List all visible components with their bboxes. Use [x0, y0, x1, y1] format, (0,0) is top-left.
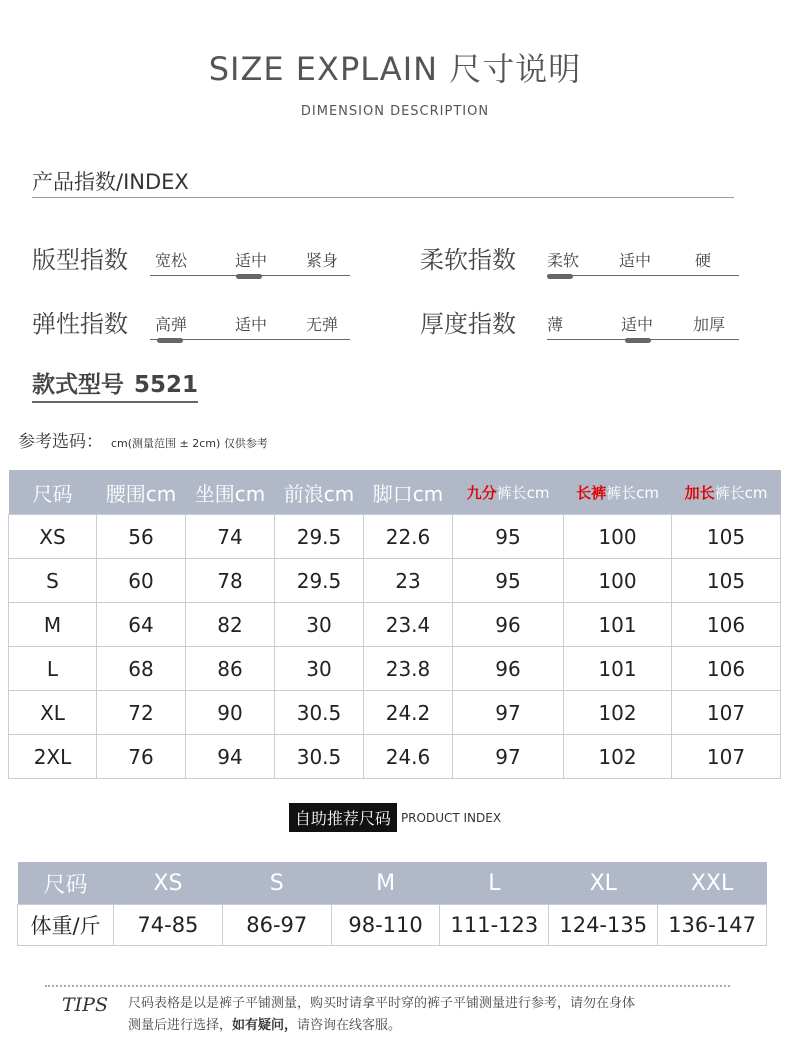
index-option: 无弹 [306, 315, 339, 334]
table-cell: 30.5 [275, 735, 364, 779]
table-cell: L [9, 647, 97, 691]
header-highlight: 长裤 [576, 483, 607, 502]
table-cell: 106 [672, 603, 781, 647]
table-row [9, 515, 781, 559]
table-cell: 107 [672, 691, 781, 735]
table-cell: S [9, 559, 97, 603]
model-number [32, 366, 198, 403]
index-selected-marker [547, 274, 573, 279]
header-text: 裤长cm [496, 483, 550, 502]
index-section-heading: 产品指数/INDEX [32, 170, 189, 194]
tips-divider [45, 985, 730, 987]
table-cell: 101 [564, 647, 672, 691]
table-cell: 82 [186, 603, 275, 647]
table-cell: 24.6 [364, 735, 453, 779]
table-cell: 24.2 [364, 691, 453, 735]
header-highlight: 加长 [684, 483, 715, 502]
table-cell: 74 [186, 515, 275, 559]
tips-line [128, 1015, 728, 1037]
table-cell: 23 [364, 559, 453, 603]
header-cell: XL [549, 862, 658, 905]
tips-text-bold: 如有疑问， [232, 1018, 298, 1033]
index-scale-line [547, 275, 739, 276]
index-label: 版型指数 [32, 246, 128, 274]
table-cell: 30.5 [275, 691, 364, 735]
table-cell: 29.5 [275, 559, 364, 603]
reference-remark: cm(测量范围 ± 2cm) 仅供参考 [111, 437, 268, 450]
section-divider [32, 197, 734, 198]
header-cell [453, 470, 564, 515]
header-cell: L [440, 862, 549, 905]
table-cell: 124-135 [549, 905, 658, 946]
header-cell: 前浪cm [275, 470, 364, 515]
index-scale [150, 248, 350, 276]
index-option: 紧身 [306, 251, 339, 270]
header-cell: 坐围cm [186, 470, 275, 515]
index-fit [32, 240, 362, 280]
table-cell: 68 [97, 647, 186, 691]
page-title: SIZE EXPLAIN 尺寸说明 [208, 50, 582, 88]
table-cell: M [9, 603, 97, 647]
weight-table-row [18, 905, 767, 946]
table-cell: 56 [97, 515, 186, 559]
index-elasticity [32, 304, 362, 344]
table-cell: 97 [453, 735, 564, 779]
index-option: 宽松 [155, 251, 188, 270]
table-cell: 102 [564, 735, 672, 779]
table-cell: 136-147 [658, 905, 767, 946]
table-cell: 96 [453, 603, 564, 647]
table-cell: 86 [186, 647, 275, 691]
product-index-label: PRODUCT INDEX [400, 810, 502, 825]
table-cell: 2XL [9, 735, 97, 779]
header-cell: XXL [658, 862, 767, 905]
recommend-size-badge: 自助推荐尺码 [289, 803, 397, 832]
index-label: 弹性指数 [32, 310, 128, 338]
index-option: 适中 [621, 315, 654, 334]
tips-text-part: 测量后进行选择， [128, 1018, 233, 1033]
table-cell: 101 [564, 603, 672, 647]
weight-table [17, 862, 767, 946]
table-cell: XS [9, 515, 97, 559]
page-subtitle: DIMENSION DESCRIPTION [300, 104, 490, 119]
table-cell: 105 [672, 559, 781, 603]
index-scale [547, 312, 739, 340]
table-cell: 90 [186, 691, 275, 735]
header-cell: XS [114, 862, 223, 905]
table-cell: 95 [453, 559, 564, 603]
table-row [9, 691, 781, 735]
reference-label: 参考选码： [18, 432, 103, 452]
product-index-heading [0, 803, 790, 832]
header-cell: 尺码 [9, 470, 97, 515]
index-option: 加厚 [693, 315, 726, 334]
table-row [9, 559, 781, 603]
table-cell: 64 [97, 603, 186, 647]
reference-note [18, 427, 268, 452]
size-table-body [9, 515, 781, 779]
index-option: 柔软 [547, 251, 580, 270]
index-label: 柔软指数 [420, 246, 516, 274]
table-cell: 97 [453, 691, 564, 735]
table-cell: 95 [453, 515, 564, 559]
header-cell: 腰围cm [97, 470, 186, 515]
header-cell: 脚口cm [364, 470, 453, 515]
table-cell: 96 [453, 647, 564, 691]
index-thickness [420, 304, 750, 344]
table-row [9, 735, 781, 779]
index-option: 适中 [235, 251, 268, 270]
header-cell: M [331, 862, 440, 905]
table-cell: 86-97 [222, 905, 331, 946]
index-option: 适中 [235, 315, 268, 334]
index-option: 薄 [547, 315, 564, 334]
tips-label: TIPS [62, 994, 108, 1016]
table-cell: 78 [186, 559, 275, 603]
index-selected-marker [157, 338, 183, 343]
table-cell: 23.8 [364, 647, 453, 691]
table-cell: 60 [97, 559, 186, 603]
table-cell: 22.6 [364, 515, 453, 559]
index-label: 厚度指数 [420, 310, 516, 338]
header-cell [564, 470, 672, 515]
table-cell: 102 [564, 691, 672, 735]
table-cell: 111-123 [440, 905, 549, 946]
table-cell: 106 [672, 647, 781, 691]
table-cell: 100 [564, 515, 672, 559]
table-cell: 29.5 [275, 515, 364, 559]
header-cell: S [222, 862, 331, 905]
table-cell: 100 [564, 559, 672, 603]
model-value: 5521 [134, 372, 199, 398]
table-cell: 107 [672, 735, 781, 779]
index-scale [547, 248, 739, 276]
weight-table-header-row [18, 862, 767, 905]
table-cell: 30 [275, 647, 364, 691]
table-cell: 72 [97, 691, 186, 735]
tips-line: 尺码表格是以是裤子平铺测量，购买时请拿平时穿的裤子平铺测量进行参考，请勿在身体 [128, 996, 636, 1011]
size-table-header-row [9, 470, 781, 515]
table-cell: 30 [275, 603, 364, 647]
header-cell: 尺码 [18, 862, 114, 905]
index-scale [150, 312, 350, 340]
index-option: 硬 [695, 251, 712, 270]
table-cell: 76 [97, 735, 186, 779]
header-text: 裤长cm [606, 483, 659, 502]
table-cell: 74-85 [114, 905, 223, 946]
index-option: 高弹 [155, 315, 188, 334]
header-cell [672, 470, 781, 515]
table-cell: 体重/斤 [18, 905, 114, 946]
table-cell: 94 [186, 735, 275, 779]
header-text: 裤长cm [714, 483, 768, 502]
index-selected-marker [625, 338, 651, 343]
table-row [9, 603, 781, 647]
table-row [9, 647, 781, 691]
header-highlight: 九分 [466, 483, 497, 502]
index-softness [420, 240, 750, 280]
table-cell: 23.4 [364, 603, 453, 647]
model-label: 款式型号 [32, 372, 124, 398]
size-chart-table [8, 470, 781, 779]
tips-text [128, 993, 728, 1037]
index-option: 适中 [619, 251, 652, 270]
table-cell: 105 [672, 515, 781, 559]
tips-text-part: 请咨询在线客服。 [297, 1018, 402, 1033]
table-cell: 98-110 [331, 905, 440, 946]
table-cell: XL [9, 691, 97, 735]
index-selected-marker [236, 274, 262, 279]
